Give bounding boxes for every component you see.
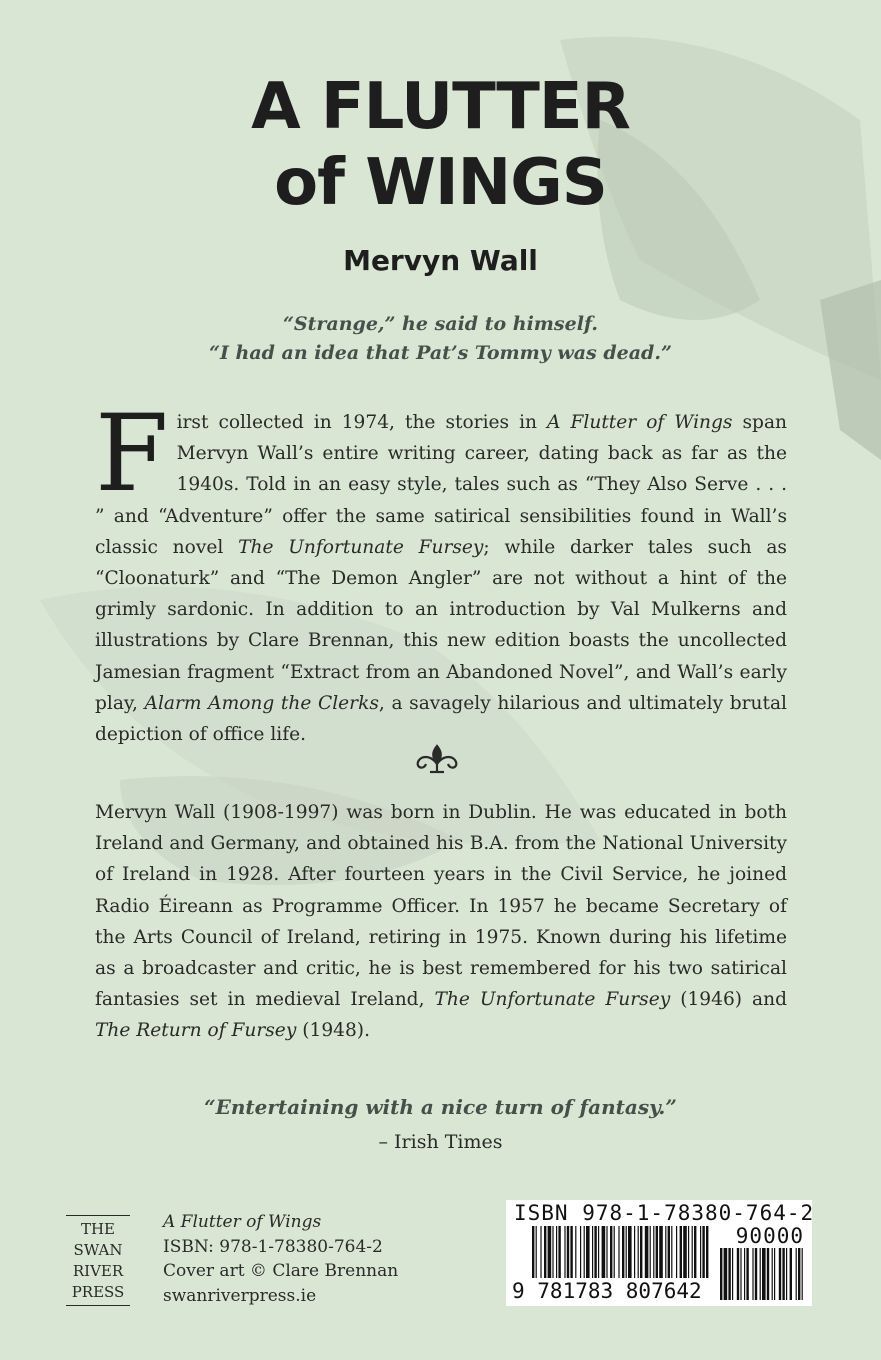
epigraph-line2: “I had an idea that Pat’s Tommy was dead.” [209,342,672,364]
isbn-barcode [506,1200,815,1306]
publisher-logo [66,1215,130,1306]
info-isbn: ISBN: 978-1-78380-764-2 [163,1236,383,1257]
info-cover-art: Cover art © Clare Brennan [163,1261,399,1281]
book-title-line1: A FLUTTER [251,70,630,144]
review-source: – Irish Times [378,1131,503,1153]
info-book-title: A Flutter of Wings [163,1212,322,1232]
logo-line: PRESS [71,1283,125,1301]
barcode-addon-text: 90000 [735,1224,804,1248]
info-website: swanriverpress.ie [163,1285,317,1306]
fleuron-ornament-icon [410,742,464,776]
epigraph-line1: “Strange,” he said to himself. [282,313,599,335]
logo-line: THE [80,1220,116,1238]
author-biography: Mervyn Wall (1908-1997) was born in Dublin. He was educated in both Ireland and Germany, and obtained his B.A. from the National University of Ireland in 1928. After fourteen years in the Civil Service, he joined Radio Éireann as Programme Officer. In 1957 he became Secretary of the Arts Council of Ireland, retiring in 1975. Known during his lifetime as a broadcaster and critic, he is best remembered for his two satirical fantasies set in medieval Ireland, The Unfortunate Fursey (1946) and The Return of Fursey (1948). [95,802,787,1042]
book-title-line2: of WINGS [274,146,607,220]
publication-info [163,1210,398,1308]
barcode-isbn-text: ISBN 978-1-78380-764-2 [514,1201,815,1225]
logo-line: SWAN [73,1241,123,1259]
barcode-digits: 9 781783 807642 [512,1279,702,1303]
book-blurb: First collected in 1974, the stories in A Flutter of Wings span Mervyn Wall’s entire writing career, dating back as far as the 1940s. Told in an easy style, tales such as “They Also Serve . . . ” and “Adventure” offer the same satirical sensibilities found in Wall’s classic novel The Unfortunate Fursey; while darker tales such as “Cloonaturk” and “The Demon Angler” are not without a hint of the grimly sardonic. In addition to an introduction by Val Mulkerns and illustrations by Clare Brennan, this new edition boasts the uncollected Jamesian fragment “Extract from an Abandoned Novel”, and Wall’s early play, Alarm Among the Clerks, a savagely hilarious and ultimately brutal depiction of office life. [95,392,788,746]
author-name: Mervyn Wall [343,244,538,277]
drop-cap: F [95,392,169,515]
review-quote: “Entertaining with a nice turn of fantasy.” [204,1095,677,1119]
logo-line: RIVER [72,1262,124,1280]
